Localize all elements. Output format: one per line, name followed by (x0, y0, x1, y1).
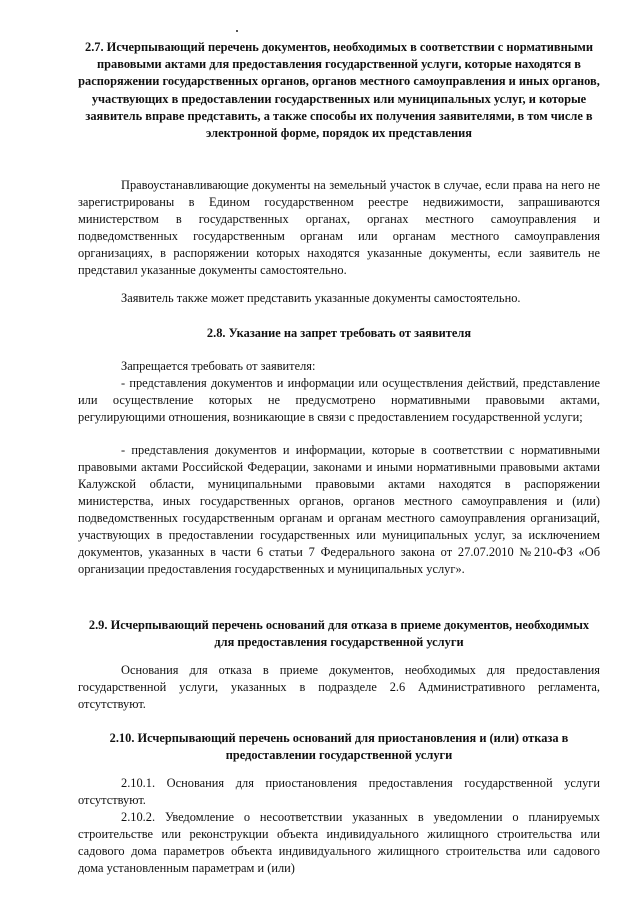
section-2-8-paragraph-1: Запрещается требовать от заявителя: (121, 359, 316, 373)
section-2-7-paragraph-1: Правоустанавливающие документы на земельный участок в случае, если права на него не зарегистрированы в Едином государственном реестре недвижимости, запрашиваются министерством в государственных органах, органах местного самоуправления и подведомственных государственным органам или органам местного самоуправления организациях, в распоряжении которых находятся указанные документы, если заявитель не представил указанные документы самостоятельно. (78, 178, 600, 277)
section-2-10-heading: 2.10. Исчерпывающий перечень оснований для приостановления и (или) отказа в предоставлении государственной услуги (109, 731, 569, 763)
section-2-8-paragraph-3: - представления документов и информации, которые в соответствии с нормативными правовыми актами Российской Федерации, законами и иными нормативными правовыми актами Калужской области, муниципальными правовыми актами находятся в распоряжении министерства, иных государственных органов, органов местного самоуправления и (или) подведомственных государственным органам и органам местного самоуправления организаций, участвующих в предоставлении государственных или муниципальных услуг, за исключением документов, указанных в части 6 статьи 7 Федерального закона от 27.07.2010 №210-ФЗ «Об организации предоставления государственных и муниципальных услуг». (78, 443, 600, 576)
section-2-9-paragraph-1: Основания для отказа в приеме документов, необходимых для предоставления государственной услуги, указанных в подразделе 2.6 Административного регламента, отсутствуют. (78, 663, 600, 711)
section-2-9-heading: 2.9. Исчерпывающий перечень оснований для отказа в приеме документов, необходимых для предоставления государственной услуги (88, 618, 590, 650)
section-2-7-heading: 2.7. Исчерпывающий перечень документов, необходимых в соответствии с нормативными правовыми актами для предоставления государственной услуги, которые находятся в распоряжении государственных органов, органов местного самоуправления и иных органов, участвующих в предоставлении государственных или муниципальных услуг, и которые заявитель вправе представить, а также способы их получения заявителями, в том числе в электронной форме, порядок их представления (78, 40, 600, 141)
scan-speck (236, 30, 238, 32)
section-2-10-paragraph-2: 2.10.2. Уведомление о несоответствии указанных в уведомлении о планируемых строительстве или реконструкции объекта индивидуального жилищного строительства или садового дома параметров объекта индивидуального жилищного строительства или садового дома установленным параметрам и (или) (78, 810, 600, 875)
section-2-8-heading: 2.8. Указание на запрет требовать от заявителя (206, 326, 472, 340)
section-2-8-paragraph-2: - представления документов и информации или осуществления действий, представление или осуществление которых не предусмотрено нормативными правовыми актами, регулирующими отношения, возникающие в связи с предоставлением государственной услуги; (78, 376, 600, 424)
section-2-10-paragraph-1: 2.10.1. Основания для приостановления предоставления государственной услуги отсутствуют. (78, 776, 600, 807)
section-2-7-paragraph-2: Заявитель также может представить указанные документы самостоятельно. (121, 291, 521, 305)
